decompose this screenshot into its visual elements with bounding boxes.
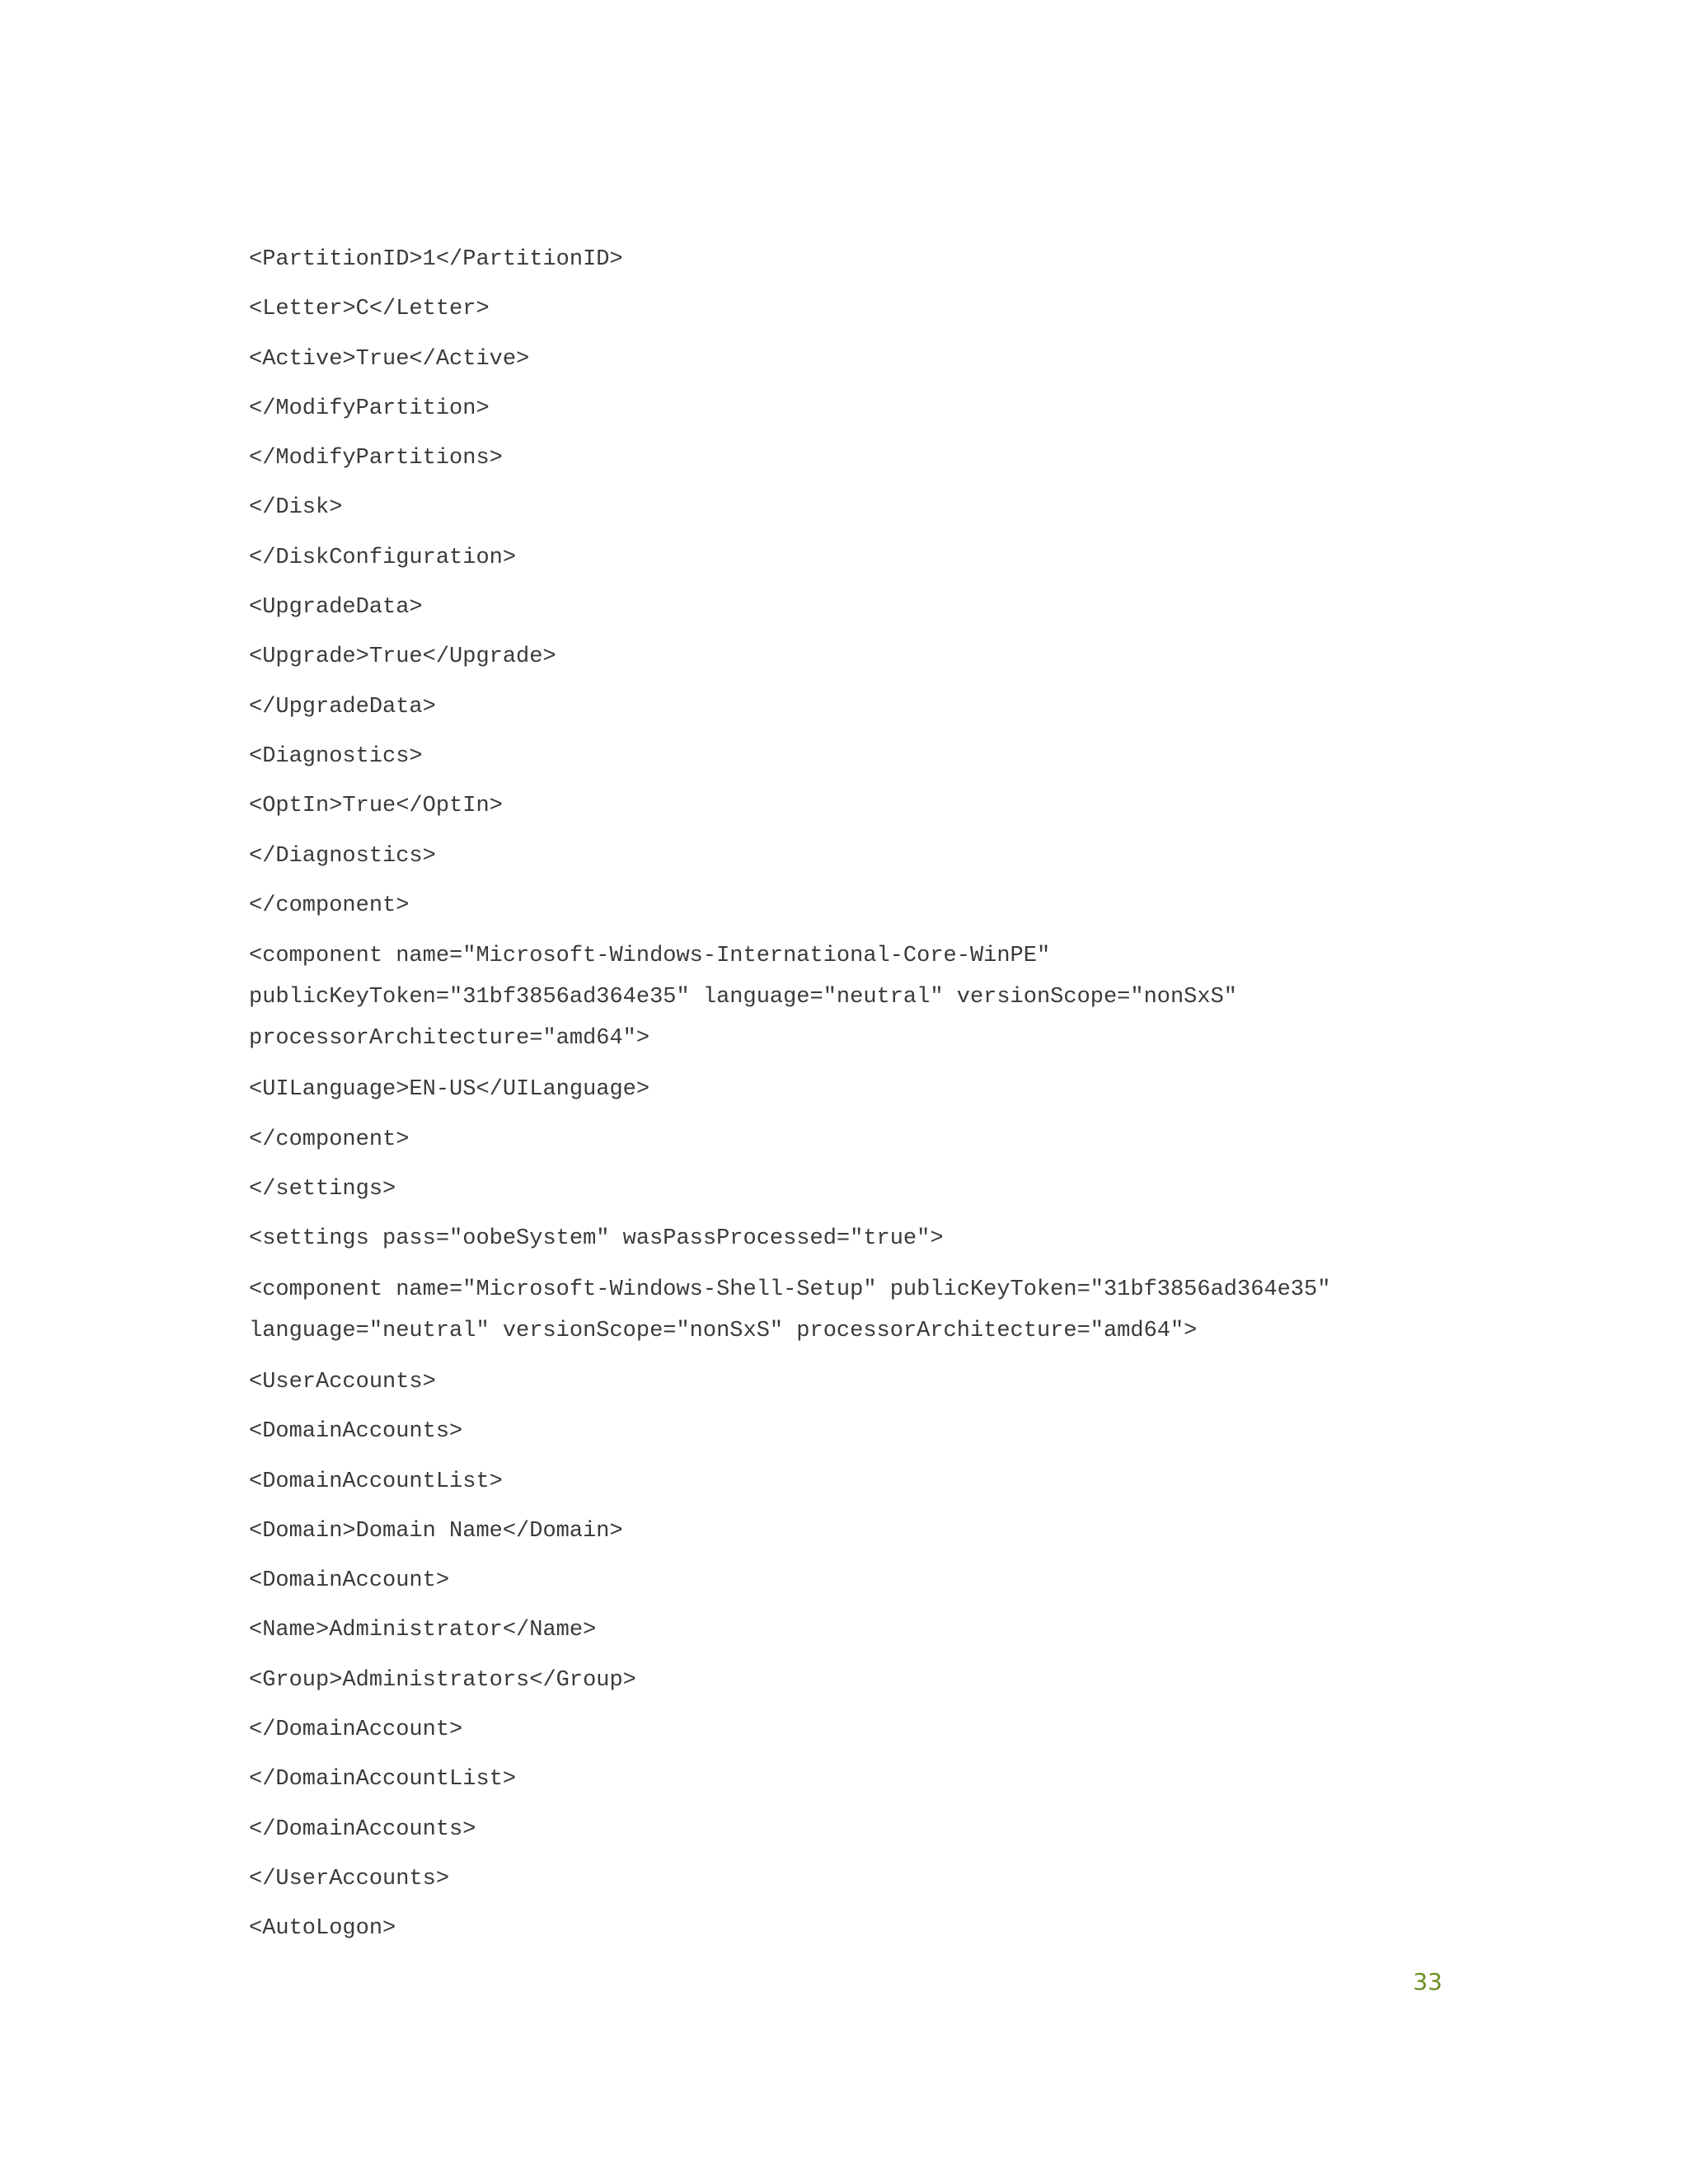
code-line: <DomainAccounts> (249, 1419, 463, 1445)
code-line: </DiskConfiguration> (249, 545, 517, 570)
code-line: <PartitionID>1</PartitionID> (249, 247, 623, 272)
code-line: </ModifyPartitions> (249, 446, 503, 471)
code-line: </UserAccounts> (249, 1866, 450, 1891)
code-line: <DomainAccountList> (249, 1469, 503, 1494)
code-line: </UpgradeData> (249, 694, 436, 719)
page-number: 33 (1413, 1968, 1442, 1995)
code-line: </ModifyPartition> (249, 396, 490, 421)
code-line: <Domain>Domain Name</Domain> (249, 1518, 623, 1544)
code-line: <Letter>C</Letter> (249, 297, 490, 322)
code-line: <UserAccounts> (249, 1369, 436, 1394)
code-line: <OptIn>True</OptIn> (249, 794, 503, 819)
code-line-wrapped: <component name="Microsoft-Windows-International-Core-WinPE" publicKeyToken="31bf3856ad364e35" language="neutral" versionScope="nonSxS" processorArchitecture="amd64"> (249, 944, 1237, 1052)
code-line: </DomainAccountList> (249, 1767, 517, 1793)
code-line: <Group>Administrators</Group> (249, 1667, 636, 1693)
code-line: <DomainAccount> (249, 1568, 450, 1594)
code-line-wrapped: <component name="Microsoft-Windows-Shell-Setup" publicKeyToken="31bf3856ad364e35" language="neutral" versionScope="nonSxS" processorArchitecture="amd64"> (249, 1277, 1331, 1343)
code-line: </DomainAccounts> (249, 1816, 476, 1842)
code-line: <Active>True</Active> (249, 346, 530, 372)
code-line: </Diagnostics> (249, 843, 436, 869)
code-line: <settings pass="oobeSystem" wasPassProcessed="true"> (249, 1226, 944, 1252)
code-line: <Diagnostics> (249, 743, 423, 769)
code-line: <UpgradeData> (249, 595, 423, 621)
code-line: </Disk> (249, 495, 343, 521)
code-line: </settings> (249, 1177, 396, 1202)
code-line: <Upgrade>True</Upgrade> (249, 644, 556, 670)
code-line: <Name>Administrator</Name> (249, 1618, 597, 1643)
code-line: <AutoLogon> (249, 1916, 396, 1942)
xml-code-block (249, 241, 1419, 1961)
code-line: <UILanguage>EN-US</UILanguage> (249, 1077, 650, 1103)
code-line: </component> (249, 1127, 410, 1152)
code-line: </DomainAccount> (249, 1718, 463, 1743)
code-line: </component> (249, 893, 410, 918)
